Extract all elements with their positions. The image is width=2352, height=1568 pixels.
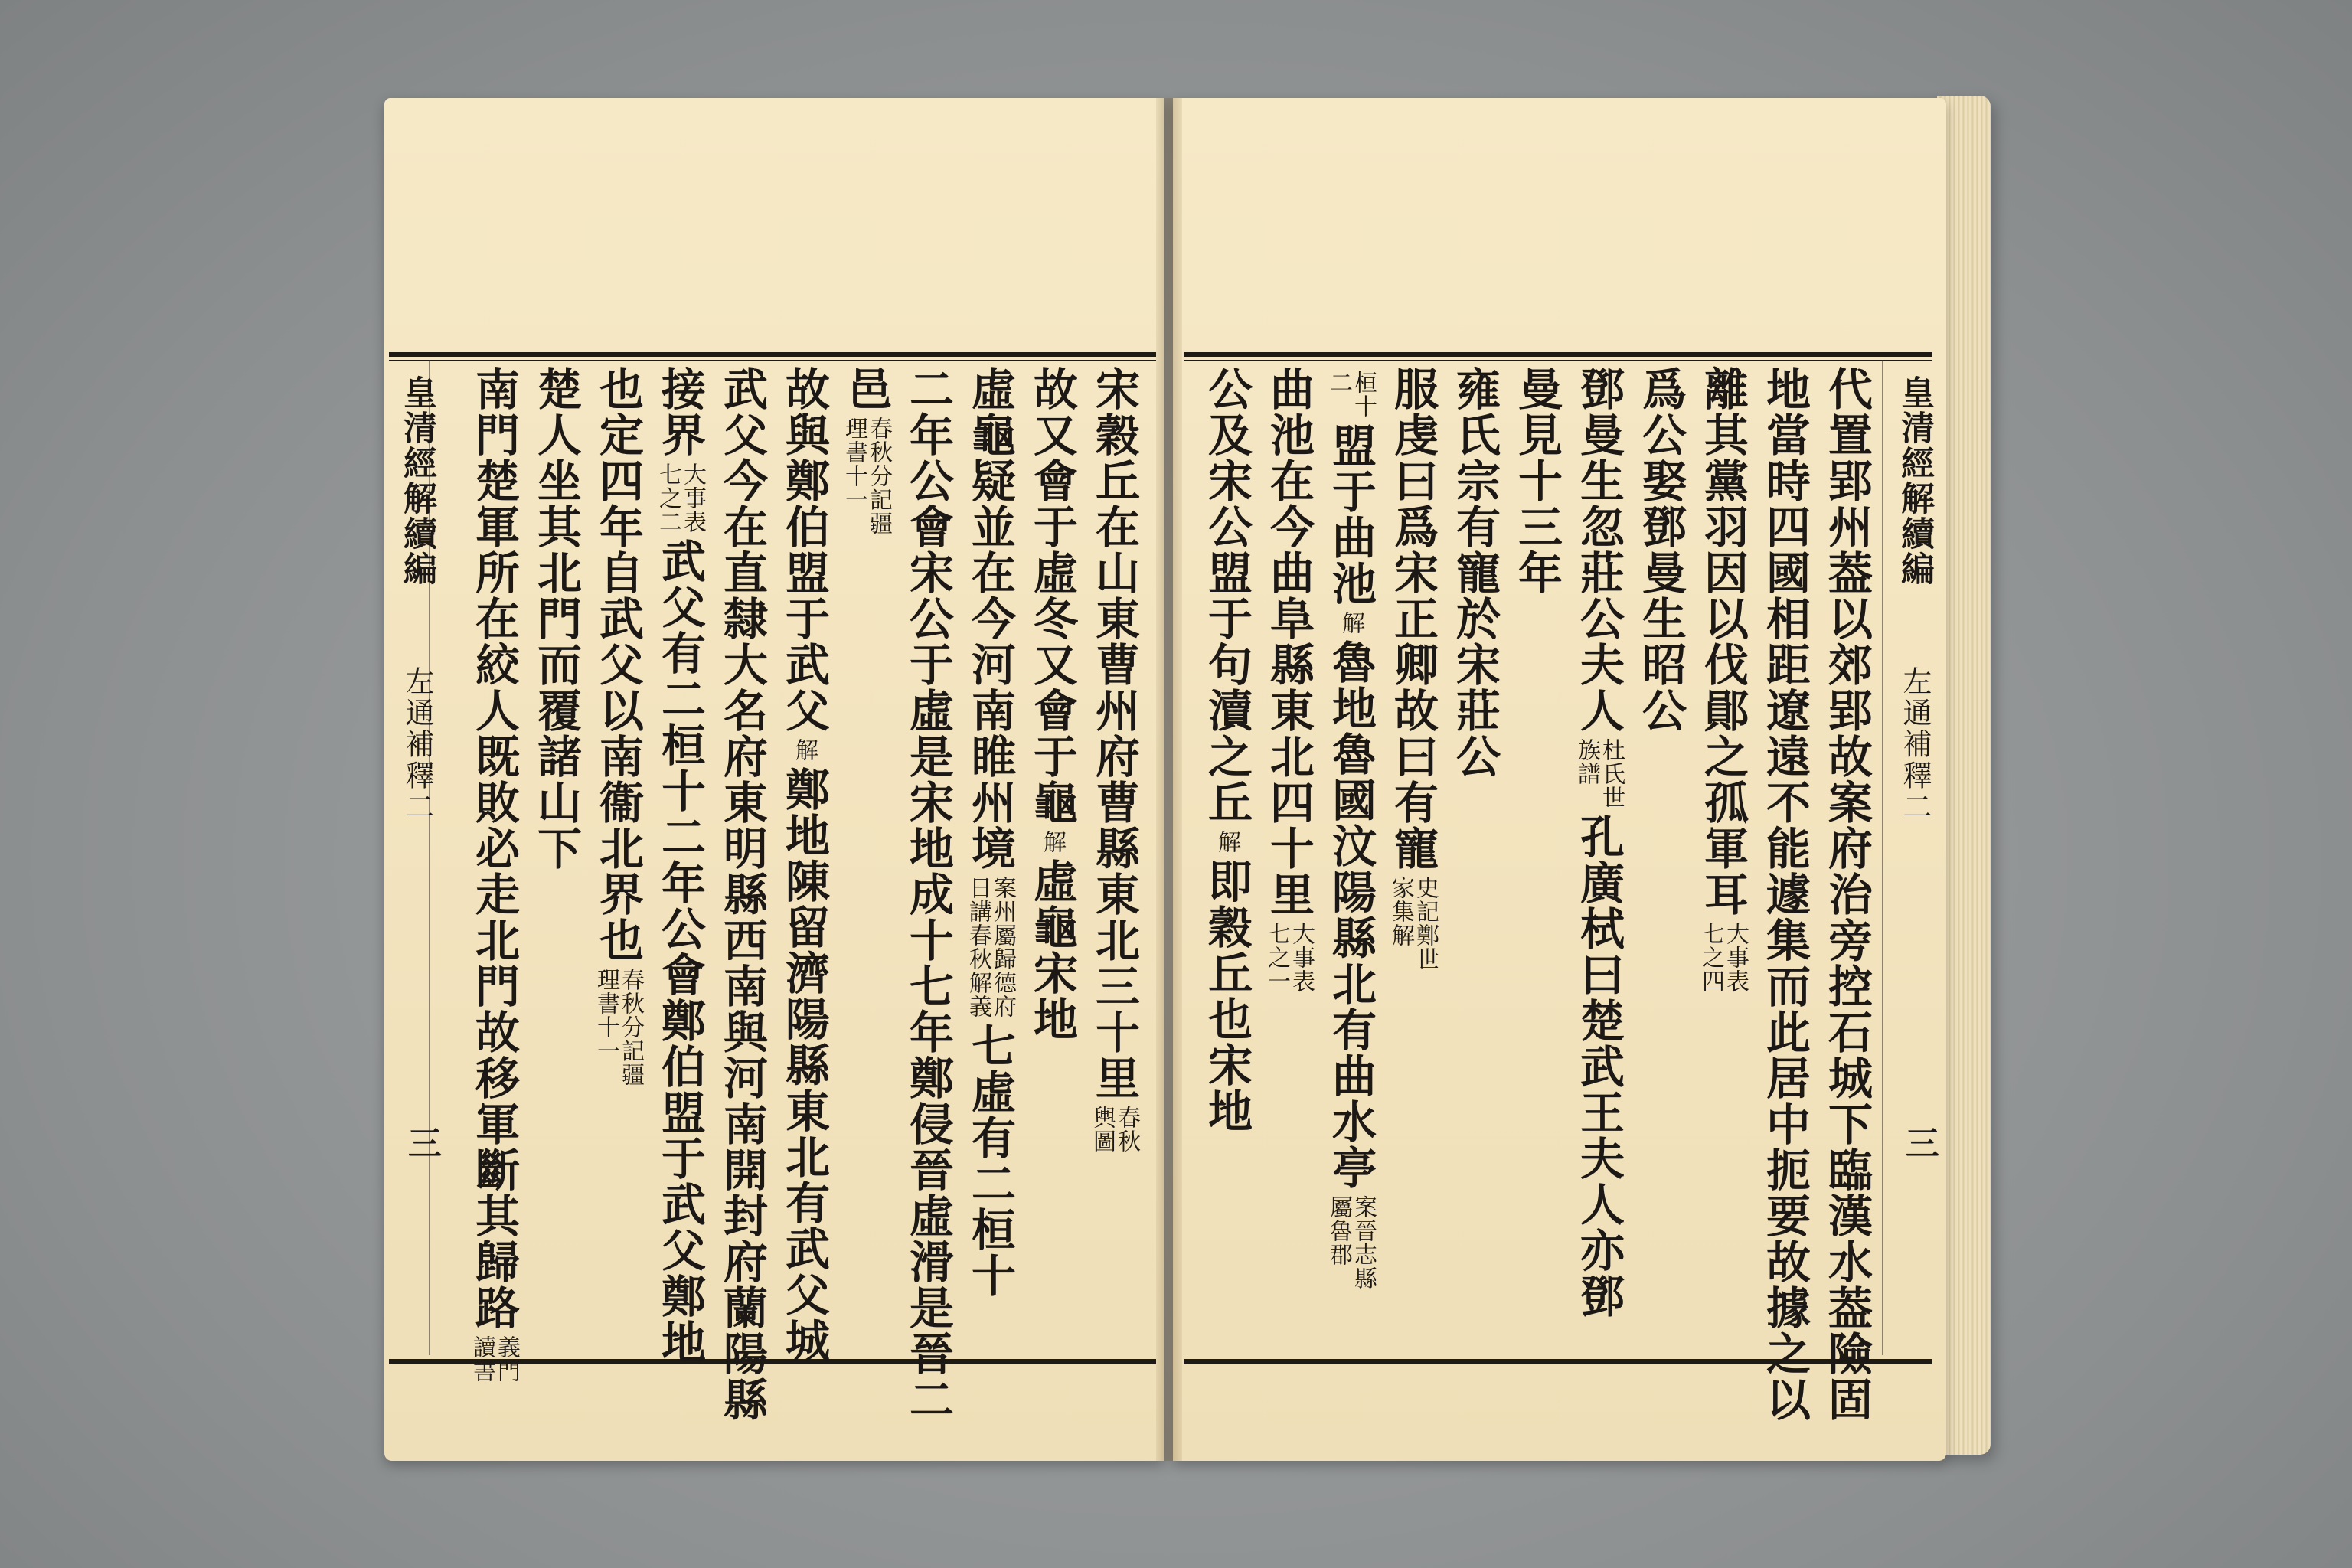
main-text: 鄧曼生忽莊公夫人: [1573, 366, 1625, 733]
annotation-line: 二: [1325, 371, 1352, 394]
main-text: 魯地魯國汶陽縣北有曲水亭: [1325, 639, 1377, 1191]
annotation-note: [470, 1335, 518, 1383]
annotation-note: [1573, 738, 1625, 809]
annotation-note: [1263, 922, 1315, 993]
main-text: 代置郢州葢以郊郢故案府治旁控石城下臨漢水葢險固: [1821, 366, 1873, 1423]
text-column: [1086, 366, 1142, 1158]
text-column: [962, 366, 1018, 1298]
annotation-line: 大事表: [1722, 922, 1749, 993]
text-column: [590, 366, 646, 1091]
text-column: [900, 366, 956, 1423]
right-margin-title: 皇清經解續編: [1895, 375, 1934, 586]
annotation-line: 族譜: [1573, 738, 1600, 786]
right-margin-line: [1882, 360, 1883, 1355]
main-text: 雍氏宗有寵於宋莊公: [1449, 366, 1501, 779]
annotation-note: [656, 462, 704, 534]
annotation-line: 史記鄭世: [1412, 876, 1439, 971]
annotation-note: [1339, 611, 1362, 635]
text-column: [1756, 366, 1813, 1423]
annotation-note: [594, 968, 642, 1086]
main-text: 楚人坐其北門而覆諸山下: [530, 366, 582, 871]
main-text: 即穀丘也宋地: [1200, 858, 1253, 1134]
left-top-rule-inner: [389, 360, 1156, 361]
annotation-line: 七之四: [1697, 922, 1724, 993]
annotation-line: 讀書: [469, 1335, 495, 1383]
main-text: 曲池在今曲阜縣東北四十里: [1263, 366, 1315, 917]
text-column: [1508, 366, 1565, 596]
annotation-line: 春秋: [1113, 1106, 1140, 1153]
right-folio: 三: [1900, 1125, 1939, 1159]
annotation-line: 案州屬歸德府: [989, 876, 1016, 1018]
main-text: 盟于曲池: [1325, 423, 1377, 606]
main-text: 武父今在直隸大名府東明縣西南與河南開封府蘭陽縣: [716, 366, 768, 1423]
text-column: [652, 366, 708, 1365]
main-text: 孔廣栻曰楚武王夫人亦鄧: [1573, 814, 1625, 1319]
main-text: 公及宋公盟于句瀆之丘: [1200, 366, 1253, 825]
annotation-note: [842, 416, 890, 535]
annotation-note: [1215, 830, 1238, 854]
main-text: 地當時四國相距遼遠不能遽集而此居中扼要故據之以: [1759, 366, 1811, 1423]
right-top-rule-inner: [1184, 360, 1932, 361]
left-top-rule: [389, 352, 1156, 357]
text-column: [1632, 366, 1689, 733]
main-text: 二年公會宋公于虛是宋地成十七年鄭侵晉虛滑是晉二: [902, 366, 954, 1423]
main-text: 虛龜宋地: [1026, 858, 1078, 1042]
annotation-line: 桓十: [1350, 371, 1377, 418]
main-text: 鄭地陳留濟陽縣東北有武父城: [778, 766, 830, 1364]
annotation-line: 解: [1039, 830, 1066, 854]
annotation-note: [1387, 876, 1439, 971]
text-column: [528, 366, 584, 871]
annotation-line: 大事表: [1288, 922, 1315, 993]
left-folio: 三: [402, 1125, 441, 1159]
main-text: 南門楚軍所在絞人既敗必走北門故移軍斷其歸路: [468, 366, 520, 1331]
annotation-line: 理書十一: [841, 416, 867, 511]
annotation-line: 解: [791, 738, 818, 762]
annotation-line: 解: [1338, 611, 1364, 635]
annotation-note: [1325, 1195, 1377, 1290]
annotation-line: 春秋分記疆: [865, 416, 892, 535]
annotation-line: 屬魯郡: [1325, 1195, 1352, 1266]
text-column: [1322, 366, 1379, 1295]
main-text: 爲公娶鄧曼生昭公: [1635, 366, 1687, 733]
annotation-line: 七之一: [1263, 922, 1290, 993]
main-text: 邑: [840, 366, 892, 412]
main-text: 離其黨羽因以伐鄖之孤軍耳: [1697, 366, 1749, 917]
annotation-note: [966, 876, 1014, 1018]
annotation-line: 大事表: [679, 462, 706, 534]
text-column: [1818, 366, 1875, 1423]
right-margin-subtitle: 左通補釋二: [1898, 666, 1932, 823]
main-text: 曼見十三年: [1511, 366, 1563, 596]
text-column: [1384, 366, 1441, 975]
annotation-line: 義門: [493, 1335, 520, 1383]
annotation-note: [1039, 830, 1066, 854]
annotation-line: 解: [1214, 830, 1240, 854]
right-top-rule: [1184, 352, 1932, 357]
text-column: [1198, 366, 1255, 1134]
text-column: [466, 366, 522, 1387]
text-column: [1260, 366, 1317, 998]
main-text: 武父有二桓十二年公會鄭伯盟于武父鄭地: [654, 538, 706, 1365]
gutter: [1156, 98, 1182, 1461]
text-column: [1446, 366, 1503, 779]
annotation-line: 杜氏世: [1598, 738, 1625, 809]
main-text: 七虛有二桓十: [964, 1023, 1016, 1298]
annotation-note: [1697, 922, 1749, 993]
main-text: 虛龜疑並在今河南睢州境: [964, 366, 1016, 871]
text-column: [838, 366, 894, 540]
annotation-line: 家集解: [1387, 876, 1414, 947]
main-text: 接界: [654, 366, 706, 458]
annotation-line: 輿圖: [1089, 1106, 1116, 1153]
left-margin-subtitle: 左通補釋二: [400, 666, 434, 823]
annotation-line: 七之二: [655, 462, 681, 534]
annotation-line: 春秋分記疆: [617, 968, 644, 1086]
left-margin-title: 皇清經解續編: [397, 375, 436, 586]
main-text: 故又會于虛冬又會于龜: [1026, 366, 1078, 825]
annotation-line: 案晉志縣: [1350, 1195, 1377, 1290]
main-text: 服虔曰爲宋正卿故曰有寵: [1387, 366, 1439, 871]
text-column: [1694, 366, 1751, 998]
main-text: 故與鄭伯盟于武父: [778, 366, 830, 733]
annotation-note: [791, 738, 818, 762]
annotation-line: 理書十一: [593, 968, 619, 1063]
annotation-line: 日講春秋解義: [965, 876, 991, 1018]
text-column: [714, 366, 770, 1423]
main-text: 宋穀丘在山東曹州府曹縣東北三十里: [1088, 366, 1140, 1101]
annotation-note: [1325, 371, 1377, 418]
annotation-note: [1090, 1106, 1138, 1153]
text-column: [1570, 366, 1627, 1319]
text-column: [776, 366, 832, 1364]
main-text: 也定四年自武父以南衞北界也: [592, 366, 644, 963]
text-column: [1024, 366, 1080, 1042]
